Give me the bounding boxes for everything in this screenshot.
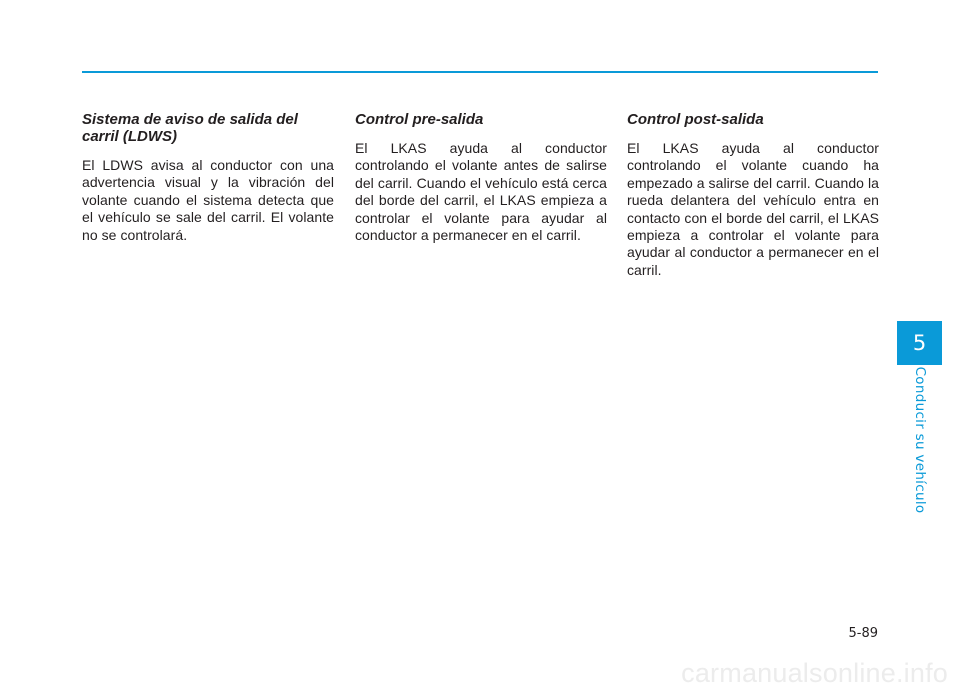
chapter-title-block [897, 366, 942, 514]
column-ldws [82, 111, 334, 244]
section-heading-post-departure: Control post-salida [627, 111, 764, 128]
column-pre-departure [355, 111, 607, 244]
section-body-post-departure: El LKAS ayuda al conductor controlando el volante cuando ha empezado a salirse del carril. Cuando la rueda delantera del vehículo entra en contacto con el borde del carril, el LKAS empieza a controlar el volante para ayudar al conductor a permanecer en el carril. [627, 140, 879, 278]
watermark: carmanualsonline.info [681, 658, 948, 688]
section-heading-ldws: Sistema de aviso de salida del carril (LDWS) [82, 111, 298, 145]
page-number: 5-89 [848, 626, 878, 641]
section-body-ldws: El LDWS avisa al conductor con una advertencia visual y la vibración del volante cuando el sistema detecta que el vehículo se sale del carril. El volante no se controlará. [82, 157, 334, 243]
chapter-title: Conducir su vehículo [911, 366, 928, 514]
header-rule [82, 71, 878, 73]
chapter-number: 5 [912, 330, 927, 355]
chapter-tab [897, 321, 942, 365]
section-heading-pre-departure: Control pre-salida [355, 111, 484, 128]
column-post-departure [627, 111, 879, 279]
section-body-pre-departure: El LKAS ayuda al conductor controlando el volante antes de salirse del carril. Cuando el vehículo está cerca del borde del carril, el LKAS empieza a controlar el volante para ayudar al conductor a permanecer en el carril. [355, 140, 607, 244]
